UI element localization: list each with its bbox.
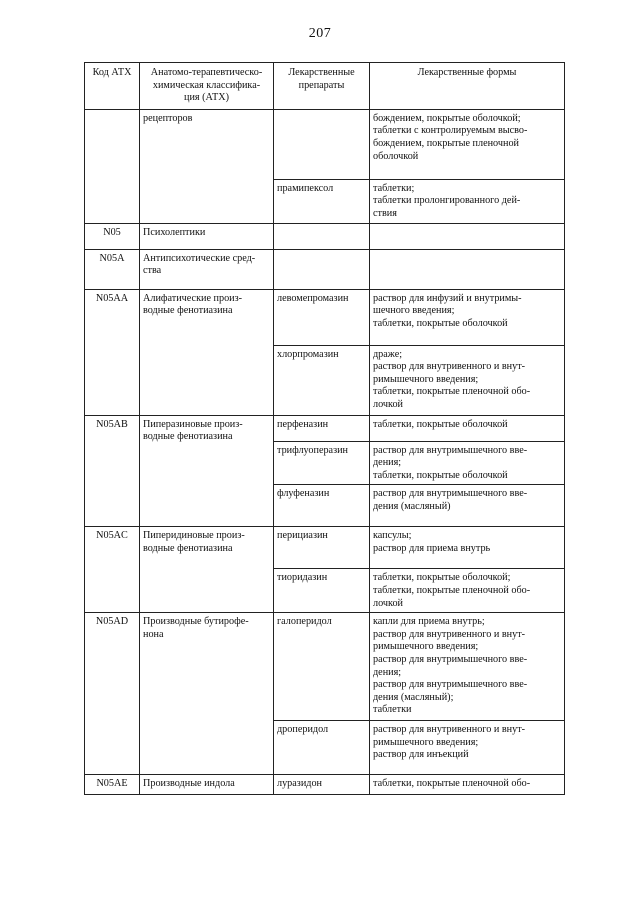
header-drugs: Лекарственные препараты xyxy=(274,63,370,110)
atc-table xyxy=(84,62,565,795)
forms-cell xyxy=(370,223,565,249)
classification-cell: Пиперазиновые произ- водные фенотиазина xyxy=(140,415,274,527)
atc-code-cell: N05A xyxy=(85,249,140,289)
header-forms: Лекарственные формы xyxy=(370,63,565,110)
forms-cell: капли для приема внутрь; раствор для внутривенного и внут- римышечного введения; раствор для внутримышечного вве- дения; раствор для внутримышечного вве- дения (масляный); таблетки xyxy=(370,613,565,721)
forms-cell: раствор для внутримышечного вве- дения; таблетки, покрытые оболочкой xyxy=(370,441,565,485)
table-row xyxy=(85,289,565,345)
page-number: 207 xyxy=(308,26,332,41)
classification-cell: рецепторов xyxy=(140,109,274,223)
forms-cell xyxy=(370,249,565,289)
drug-cell: хлорпромазин xyxy=(274,345,370,415)
atc-code-cell: N05AC xyxy=(85,527,140,613)
drug-cell xyxy=(274,223,370,249)
atc-code-cell: N05AB xyxy=(85,415,140,527)
table-header-row xyxy=(85,63,565,110)
forms-cell: таблетки, покрытые пленочной обо- xyxy=(370,775,565,795)
classification-cell: Производные бутирофе- нона xyxy=(140,613,274,775)
drug-cell: дроперидол xyxy=(274,721,370,775)
forms-cell: раствор для инфузий и внутримы- шечного введения; таблетки, покрытые оболочкой xyxy=(370,289,565,345)
table-row xyxy=(85,415,565,441)
table-row xyxy=(85,527,565,569)
forms-cell: бождением, покрытые оболочкой; таблетки с контролируемым высво- бождением, покрытые пленочной оболочкой xyxy=(370,109,565,179)
atc-code-cell: N05AD xyxy=(85,613,140,775)
drug-cell: галоперидол xyxy=(274,613,370,721)
drug-cell: тиоридазин xyxy=(274,569,370,613)
forms-cell: раствор для внутривенного и внут- римышечного введения; раствор для инъекций xyxy=(370,721,565,775)
table-row xyxy=(85,223,565,249)
forms-cell: таблетки; таблетки пролонгированного дей- ствия xyxy=(370,179,565,223)
classification-cell: Алифатические произ- водные фенотиазина xyxy=(140,289,274,415)
table-row xyxy=(85,249,565,289)
atc-code-cell: N05AE xyxy=(85,775,140,795)
table-row xyxy=(85,775,565,795)
drug-cell xyxy=(274,109,370,179)
classification-cell: Пиперидиновые произ- водные фенотиазина xyxy=(140,527,274,613)
header-classification: Анатомо-терапевтическо- химическая классифика- ция (АТХ) xyxy=(140,63,274,110)
atc-code-cell xyxy=(85,109,140,223)
atc-code-cell: N05AA xyxy=(85,289,140,415)
forms-cell: драже; раствор для внутривенного и внут- римышечного введения; таблетки, покрытые пленочной обо- лочкой xyxy=(370,345,565,415)
atc-code-cell: N05 xyxy=(85,223,140,249)
drug-cell: трифлуоперазин xyxy=(274,441,370,485)
forms-cell: капсулы; раствор для приема внутрь xyxy=(370,527,565,569)
drug-cell: левомепромазин xyxy=(274,289,370,345)
header-code: Код АТХ xyxy=(85,63,140,110)
drug-cell: прамипексол xyxy=(274,179,370,223)
drug-cell: перфеназин xyxy=(274,415,370,441)
forms-cell: таблетки, покрытые оболочкой; таблетки, покрытые пленочной обо- лочкой xyxy=(370,569,565,613)
drug-cell xyxy=(274,249,370,289)
classification-cell: Психолептики xyxy=(140,223,274,249)
classification-cell: Производные индола xyxy=(140,775,274,795)
drug-cell: флуфеназин xyxy=(274,485,370,527)
classification-cell: Антипсихотические сред- ства xyxy=(140,249,274,289)
drug-cell: перициазин xyxy=(274,527,370,569)
forms-cell: раствор для внутримышечного вве- дения (масляный) xyxy=(370,485,565,527)
table-row xyxy=(85,109,565,179)
drug-cell: луразидон xyxy=(274,775,370,795)
table-row xyxy=(85,613,565,721)
forms-cell: таблетки, покрытые оболочкой xyxy=(370,415,565,441)
